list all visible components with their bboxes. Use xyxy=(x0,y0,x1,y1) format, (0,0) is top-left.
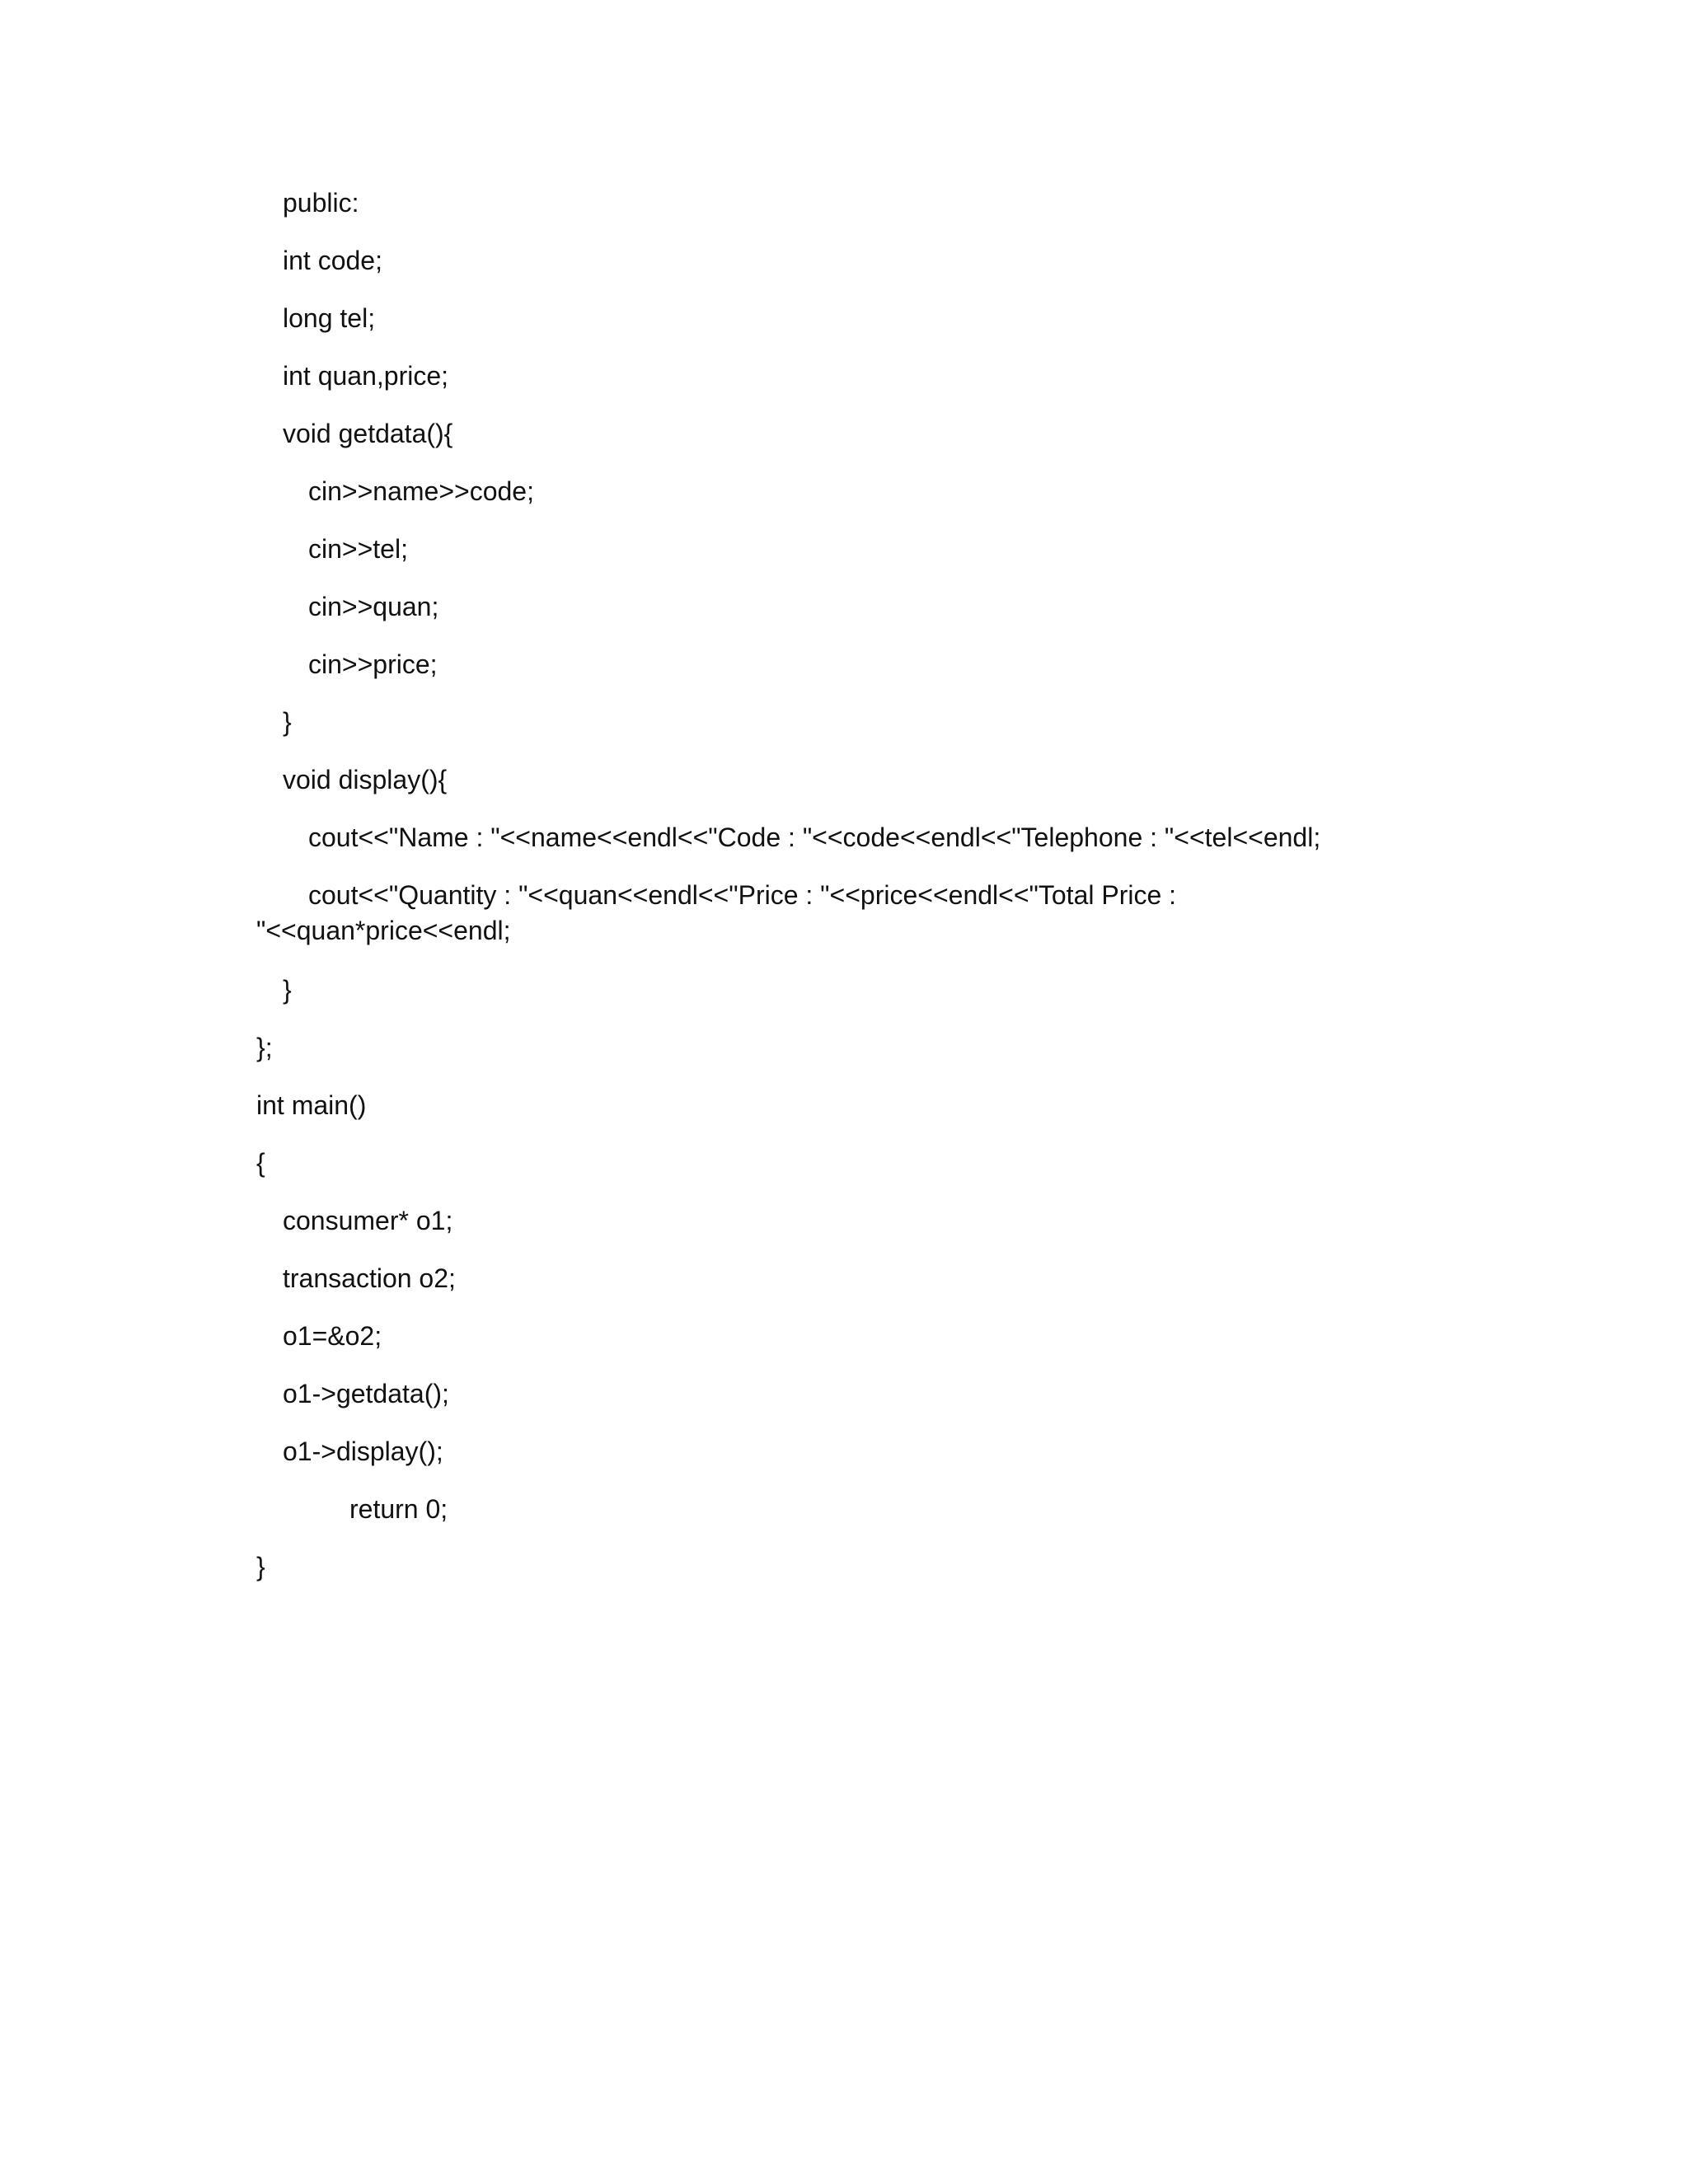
code-line: cin>>name>>code; xyxy=(308,476,534,506)
code-line: int code; xyxy=(283,246,382,275)
code-line: void getdata(){ xyxy=(283,419,453,448)
code-line: { xyxy=(256,1148,265,1178)
code-line-continuation: "<<quan*price<<endl; xyxy=(256,916,511,945)
code-line: }; xyxy=(256,1033,273,1062)
code-line: long tel; xyxy=(283,303,376,333)
code-line: int main() xyxy=(256,1090,367,1120)
code-line: } xyxy=(283,975,292,1005)
code-line: cout<<"Quantity : "<<quan<<endl<<"Price : "<<price<<endl<<"Total Price : xyxy=(308,880,1177,910)
code-line: o1->display(); xyxy=(283,1436,443,1466)
code-line: } xyxy=(256,1552,265,1582)
code-line: cin>>tel; xyxy=(308,534,408,564)
code-line: consumer* o1; xyxy=(283,1206,453,1235)
code-line: } xyxy=(283,707,292,737)
code-line: public: xyxy=(283,188,359,218)
code-line: cin>>quan; xyxy=(308,592,439,621)
code-line: cout<<"Name : "<<name<<endl<<"Code : "<<code<<endl<<"Telephone : "<<tel<<endl; xyxy=(308,823,1321,852)
code-line: o1->getdata(); xyxy=(283,1379,449,1408)
code-line: transaction o2; xyxy=(283,1263,456,1293)
code-line: cin>>price; xyxy=(308,649,438,679)
code-line: void display(){ xyxy=(283,765,448,794)
code-line: int quan,price; xyxy=(283,361,449,391)
code-line: o1=&o2; xyxy=(283,1321,382,1351)
code-line: return 0; xyxy=(349,1494,448,1524)
